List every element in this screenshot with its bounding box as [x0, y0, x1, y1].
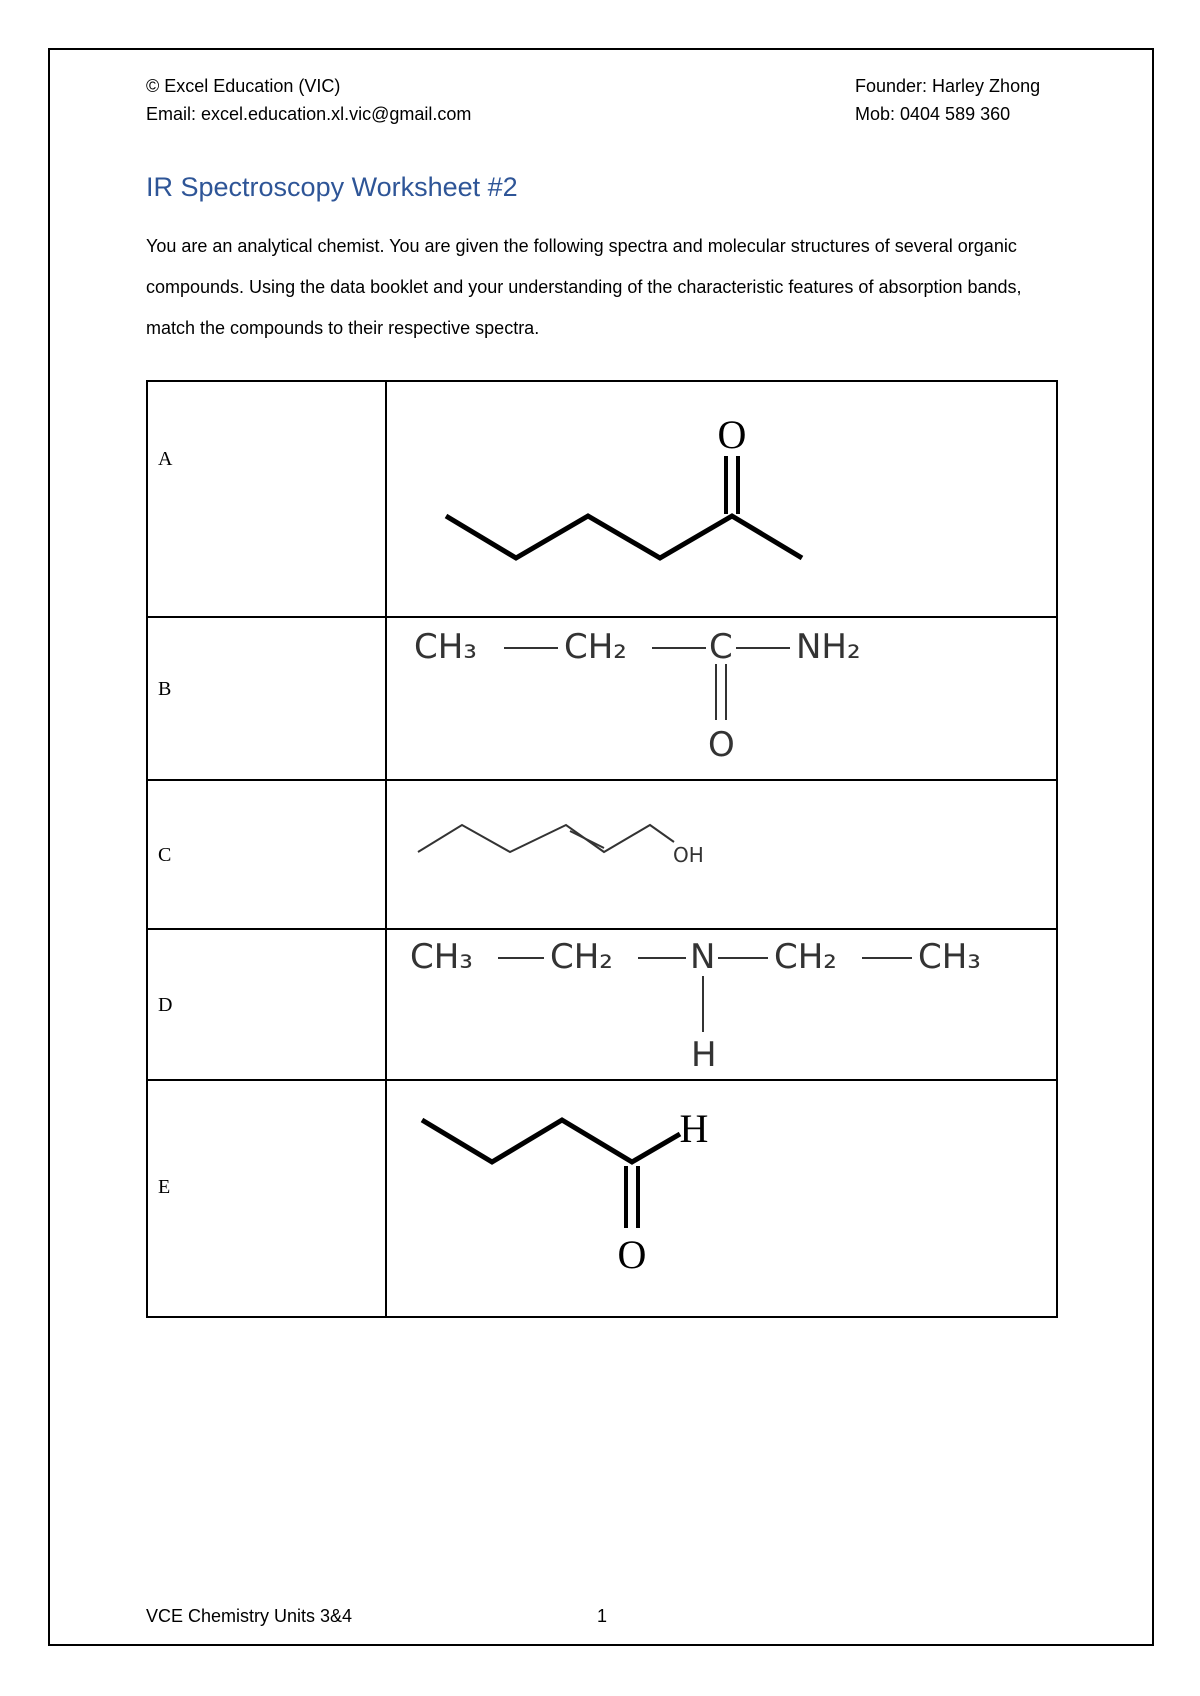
structure-b-oxygen: O	[708, 725, 735, 765]
structure-d-ch3-right: CH₃	[918, 937, 981, 977]
structure-b-carbon: C	[709, 627, 733, 667]
structure-d-hydrogen: H	[691, 1035, 717, 1075]
mobile: Mob: 0404 589 360	[855, 104, 1011, 124]
intro-paragraph: You are an analytical chemist. You are given the following spectra and molecular structures of several organic compounds. Using the data booklet and your understanding of the characteristic features of absorption bands, match the compounds to their respective spectra.	[146, 236, 1022, 338]
header-right	[855, 72, 1040, 128]
email: Email: excel.education.xl.vic@gmail.com	[146, 104, 472, 124]
structure-a-oxygen: O	[717, 412, 747, 457]
compound-table	[146, 380, 1060, 1318]
compound-label-c: C	[158, 844, 172, 866]
structure-d	[410, 937, 981, 1075]
structure-b-nh2: NH₂	[796, 627, 861, 667]
structure-c-chain	[418, 825, 674, 852]
structure-c	[418, 825, 704, 867]
structure-d-nitrogen: N	[690, 937, 716, 977]
compound-label-b: B	[158, 678, 172, 700]
org-name: © Excel Education (VIC)	[146, 76, 341, 96]
structure-e-oxygen: O	[617, 1232, 647, 1277]
structure-c-double-bond	[570, 831, 604, 848]
worksheet-title: IR Spectroscopy Worksheet #2	[146, 172, 518, 202]
structure-b	[414, 627, 861, 765]
header-left	[146, 72, 471, 128]
founder: Founder: Harley Zhong	[855, 76, 1041, 96]
compound-label-d: D	[158, 994, 173, 1016]
structure-d-ch2-left: CH₂	[550, 937, 613, 977]
structure-a	[446, 412, 802, 558]
compound-label-e: E	[158, 1176, 171, 1198]
compound-label-a: A	[158, 448, 173, 470]
structure-b-ch2: CH₂	[564, 627, 627, 667]
structure-d-ch3-left: CH₃	[410, 937, 473, 977]
compound-table-graphics	[146, 380, 1060, 1318]
structure-c-hydroxyl: OH	[673, 843, 704, 867]
structure-e-chain	[422, 1120, 680, 1162]
structure-d-ch2-right: CH₂	[774, 937, 837, 977]
structure-e	[422, 1106, 708, 1277]
footer-course: VCE Chemistry Units 3&4	[146, 1606, 353, 1626]
structure-a-chain	[446, 516, 802, 558]
page-number: 1	[597, 1606, 608, 1626]
structure-e-hydrogen: H	[679, 1106, 709, 1151]
structure-b-ch3: CH₃	[414, 627, 477, 667]
